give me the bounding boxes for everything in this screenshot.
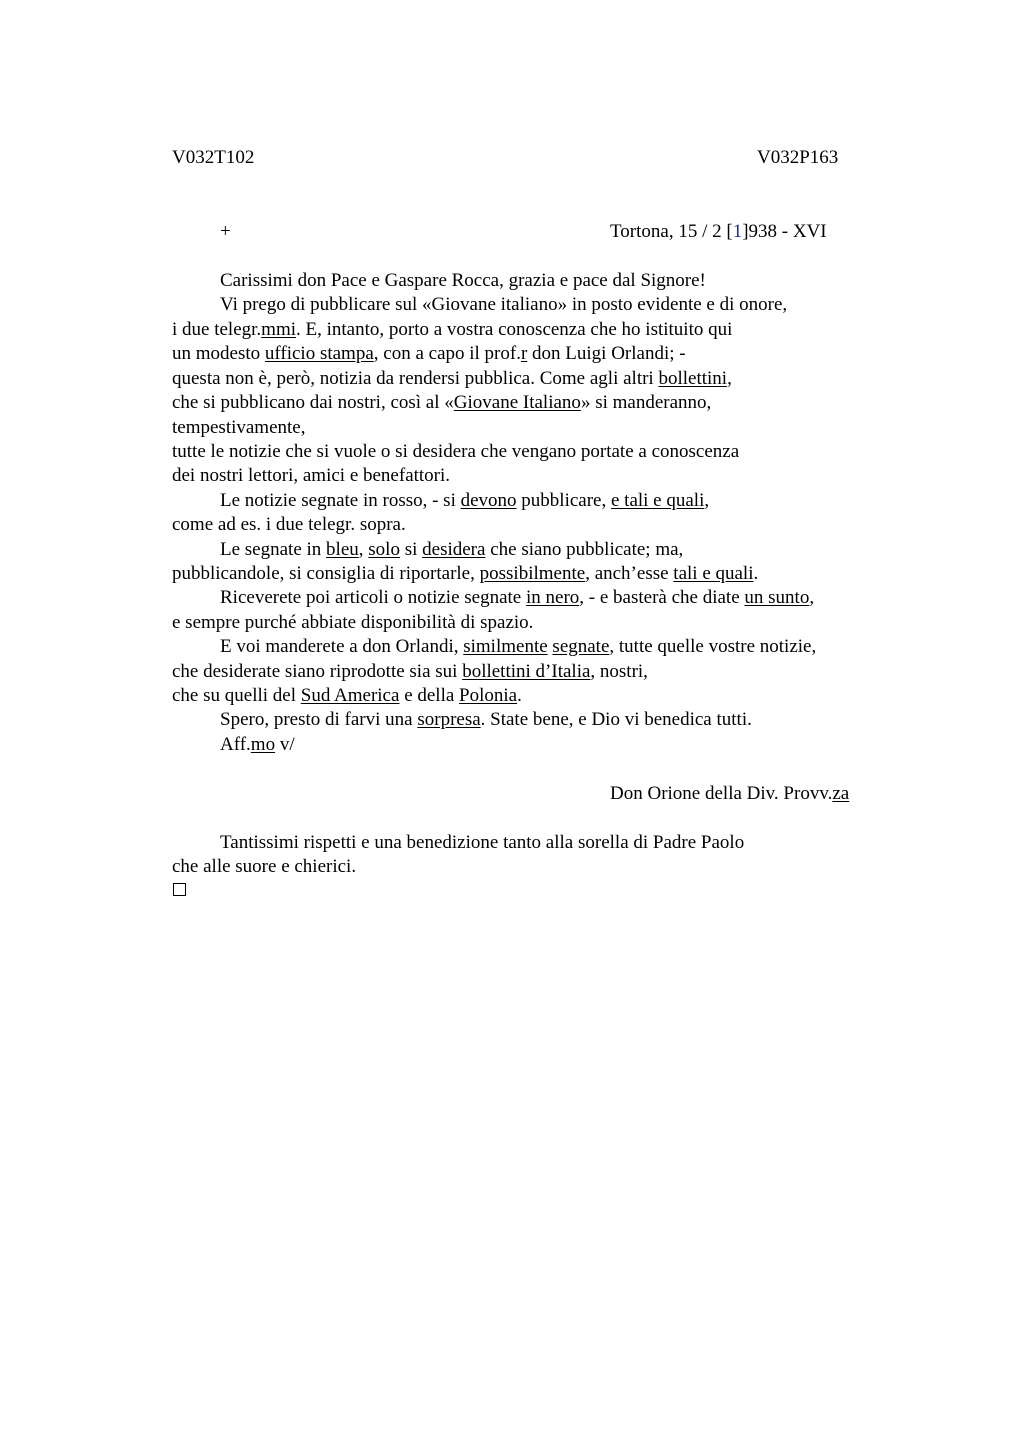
signature: [610, 782, 849, 806]
text: Riceverete poi articoli o notizie segnate: [220, 587, 526, 608]
text: ,: [727, 368, 732, 389]
body-line: Vi prego di pubblicare sul «Giovane italiano» in posto evidente e di onore,: [220, 294, 788, 315]
text: che siano pubblicate; ma,: [485, 539, 684, 560]
underlined-text: Polonia: [459, 685, 518, 706]
body-line: dei nostri lettori, amici e benefattori.: [172, 465, 451, 486]
text: si: [399, 539, 423, 560]
underlined-text: Sud America: [300, 685, 400, 706]
text: e della: [399, 685, 460, 706]
text: ,: [809, 587, 815, 608]
text: .: [753, 563, 759, 584]
text: , - e basterà che diate: [579, 587, 745, 608]
text: . E, intanto, porto a vostra conoscenza che ho istituito qui: [296, 319, 733, 340]
text: Le segnate in: [220, 539, 327, 560]
text: che su quelli del: [172, 685, 301, 706]
underlined-text: tali e quali: [673, 563, 754, 584]
underlined-text: za: [832, 783, 850, 804]
text: un modesto: [172, 343, 265, 364]
underlined-text: desidera: [422, 539, 486, 560]
text: Don Orione della Div. Provv.: [610, 783, 833, 804]
text: che desiderate siano riprodotte sia sui: [172, 661, 463, 682]
body-line: come ad es. i due telegr. sopra.: [172, 514, 406, 535]
body-line: e sempre purché abbiate disponibilità di spazio.: [172, 612, 534, 633]
body-line: [220, 538, 683, 562]
underlined-text: similmente: [463, 636, 548, 657]
text: . State bene, e Dio vi benedica tutti.: [480, 709, 752, 730]
text: E voi manderete a don Orlandi,: [220, 636, 464, 657]
end-square-symbol: [173, 883, 186, 896]
body-line: [172, 318, 732, 342]
body-line: [220, 489, 709, 513]
text: ,: [358, 539, 369, 560]
document-code-left: V032T102: [172, 147, 255, 168]
underlined-text: un sunto: [744, 587, 810, 608]
underlined-text: ufficio stampa: [264, 343, 374, 364]
document-code-right: V032P163: [757, 147, 839, 168]
underlined-text: e tali e quali: [610, 490, 705, 511]
text: , con a capo il prof.: [373, 343, 521, 364]
underlined-text: devono: [460, 490, 517, 511]
text: pubblicare,: [516, 490, 611, 511]
body-line: [220, 708, 752, 732]
dateline-part: ]938 - XVI: [742, 221, 827, 242]
underlined-text: mmi: [261, 319, 297, 340]
underlined-text: segnate: [552, 636, 610, 657]
postscript-line: Tantissimi rispetti e una benedizione tanto alla sorella di Padre Paolo: [220, 832, 745, 853]
text: , anch’esse: [585, 563, 674, 584]
underlined-text: bollettini d’Italia: [462, 661, 591, 682]
cross-symbol: +: [220, 221, 231, 242]
text: v/: [275, 734, 295, 755]
body-line: [172, 684, 522, 708]
underlined-text: bollettini: [658, 368, 728, 389]
underlined-text: bleu: [326, 539, 359, 560]
text: che si pubblicano dai nostri, così al «: [172, 392, 454, 413]
body-line: tutte le notizie che si vuole o si desidera che vengano portate a conoscenza: [172, 441, 740, 462]
underlined-text: solo: [368, 539, 400, 560]
text: » si manderanno,: [580, 392, 712, 413]
underlined-text: r: [520, 343, 528, 364]
text: .: [517, 685, 522, 706]
body-line: [220, 635, 816, 659]
body-line: [172, 367, 732, 391]
text: Spero, presto di farvi una: [220, 709, 418, 730]
text: i due telegr.: [172, 319, 262, 340]
underlined-text: Giovane Italiano: [453, 392, 581, 413]
closing: [220, 733, 295, 757]
text: don Luigi Orlandi; -: [527, 343, 686, 364]
underlined-text: mo: [250, 734, 276, 755]
body-line: [172, 391, 711, 415]
dateline-part: Tortona, 15 / 2 [: [610, 221, 733, 242]
dateline-bracket-digit: 1: [732, 221, 743, 242]
underlined-text: in nero: [526, 587, 580, 608]
underlined-text: possibilmente: [479, 563, 586, 584]
body-line: tempestivamente,: [172, 417, 306, 438]
text: Aff.: [220, 734, 251, 755]
salutation: Carissimi don Pace e Gaspare Rocca, grazia e pace dal Signore!: [220, 270, 706, 291]
text: questa non è, però, notizia da rendersi pubblica. Come agli altri: [172, 368, 659, 389]
body-line: [172, 562, 758, 586]
body-line: [172, 342, 686, 366]
postscript-line: che alle suore e chierici.: [172, 856, 357, 877]
text: Le notizie segnate in rosso, - si: [220, 490, 461, 511]
underlined-text: sorpresa: [417, 709, 481, 730]
text: , nostri,: [590, 661, 648, 682]
text: ,: [704, 490, 710, 511]
body-line: [172, 660, 648, 684]
body-line: [220, 586, 814, 610]
text: pubblicandole, si consiglia di riportarle,: [172, 563, 480, 584]
dateline: [610, 220, 827, 244]
text: , tutte quelle vostre notizie,: [609, 636, 817, 657]
